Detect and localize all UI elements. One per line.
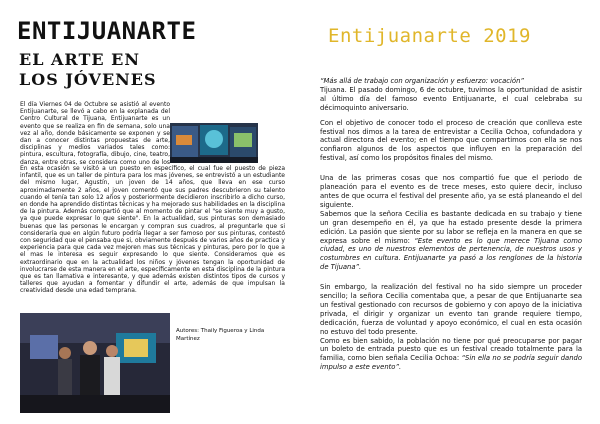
exhibit-photo <box>170 123 258 163</box>
paragraph-1: Tijuana. El pasado domingo, 6 de octubre, tuvimos la oportunidad de asistir al último día del famoso evento Entijuanarte, el cual celebraba su décimoquinto aniversario. <box>320 85 582 112</box>
right-article <box>320 77 582 372</box>
paragraph-2: Con el objetivo de conocer todo el proceso de creación que conlleva este festival nos dimos a la tarea de entrevistar a Cecilia Ochoa, cofundadora y actual directora del evento; en el tiempo que compartimos con ella se nos confiaron algunos de los aspectos que influyen en la preparación del festival, así como los propósitos finales del mismo. <box>320 118 582 163</box>
paragraph-4-quote: “Este evento es lo que merece Tijuana como ciudad, es uno de nuestros elementos de pertenencia, de nuestros usos y costumbres en cultura. Entijuanarte ya pasó a los renglones de la historia de Tijuana”. <box>320 236 582 272</box>
subtitle-line-2: LOS JÓVENES <box>19 70 157 89</box>
intro-paragraph: El día Viernes 04 de Octubre se asistió al evento Entijuanarte, se llevó a cabo en la explanada del Centro Cultural de Tijuana, Entijuanarte es un evento que se realiza en fin de semana, solo una vez al año, donde básicamente se exponen y se dan a conocer distintas propuestas de arte, disciplinas y medios variados tales como: pintura, escultura, fotografía, dibujo, cine, teatro, danza, entre otras, se considera como uno de los <box>20 101 170 165</box>
right-title: Entijuanarte 2019 <box>328 25 531 47</box>
article-title: ENTIJUANARTE <box>17 17 197 45</box>
authors-photo <box>20 313 170 413</box>
photo-caption: Autores: Thaily Figueroa y Linda Martínez <box>176 328 265 342</box>
authors-photo-image <box>20 313 170 413</box>
paragraph-6: Como es bien sabido, la población no tiene por qué preocuparse por pagar un boleto de entrada puesto que es un festival creado totalmente para la familia, como bien señala Cecilia Ochoa: “Sin ella no se podría seguir dando impulso a este evento”. <box>320 336 582 372</box>
subtitle-line-1: EL ARTE EN <box>19 50 140 69</box>
paragraph-4: Sabemos que la señora Cecilia es bastante dedicada en su trabajo y tiene un gran desempeño en él, ya que ha estado presente desde la primera edición. La pasión que siente por su labor se refleja en la manera en que se expresa sobre el mismo: “Este evento es lo que merece Tijuana como ciudad, es uno de nuestros elementos de pertenencia, de nuestros usos y costumbres en cultura. Entijuanarte ya pasó a los renglones de la historia de Tijuana”. <box>320 209 582 272</box>
paragraph-3: Una de las primeras cosas que nos compartió fue que el periodo de planeación para el evento es de trece meses, esto quiere decir, incluso antes de que ocurra el festival del presente año, ya se está planeando el del siguiente. <box>320 174 582 209</box>
body-paragraph: En esta ocasión se visitó a un puesto en específico, el cual fue el puesto de pieza infantil, que es un taller de pintura para los mas jóvenes, se entrevistó a un estudiante del mismo lugar, Agustín, un joven de 14 años, que lleva en ese curso aproximadamente 2 años, el joven comentó que sus padres descubrieron su talento cuando el tenía tan solo 12 años y posteriormente decidieron inscribirlo a dicho curso, en donde ha aprendido distintas técnicas y ha mejorado sus habilidades en la disciplina de la pintura. Además compartió que al momento de pintar el "se siente muy a gusto, ya que puede expresar lo que siente". En la actualidad, sus pinturas son demasiado buenas que las personas le encargan y compran sus cuadros, al preguntarle que si consideraría que en algún futuro podría llegar a ser famoso por sus pinturas, contestó con seguridad que el pensaba que si, obviamente después de varios años de practica y experiencia para que cada vez mejoren mas sus técnicas y pinturas, pero por lo que a el mas le interesa es seguir expresando lo que siente. Consideramos que es extraordinario que en la actualidad los niños y jóvenes tengan la oportunidad de involucrarse de esta manera en el arte, específicamente en esta disciplina de la pintura que es tan llamativa e interesante, y que además existen distintos tipos de cursos y talleres que ayudan a fomentar y difundir el arte, además de que impulsan la creatividad desde una edad temprana. <box>20 165 285 295</box>
exhibit-photo-image <box>170 123 258 163</box>
paragraph-5: Sin embargo, la realización del festival no ha sido siempre un proceder sencillo; la señora Cecilia comentaba que, a pesar de que Entijuanarte sea un festival gestionado con recursos de gobierno y con apoyo de la iniciativa privada, el dirigir y organizar un evento tan grande requiere tiempo, dedicación, fuerza de voluntad y apoyo económico, el cual en esta ocasión no estuvo del todo presente. <box>320 283 582 336</box>
paragraph-6-quote: “Sin ella no se podría seguir dando impulso a este evento”. <box>320 354 582 372</box>
quote-heading: “Más allá de trabajo con organización y esfuerzo: vocación” <box>320 77 524 85</box>
